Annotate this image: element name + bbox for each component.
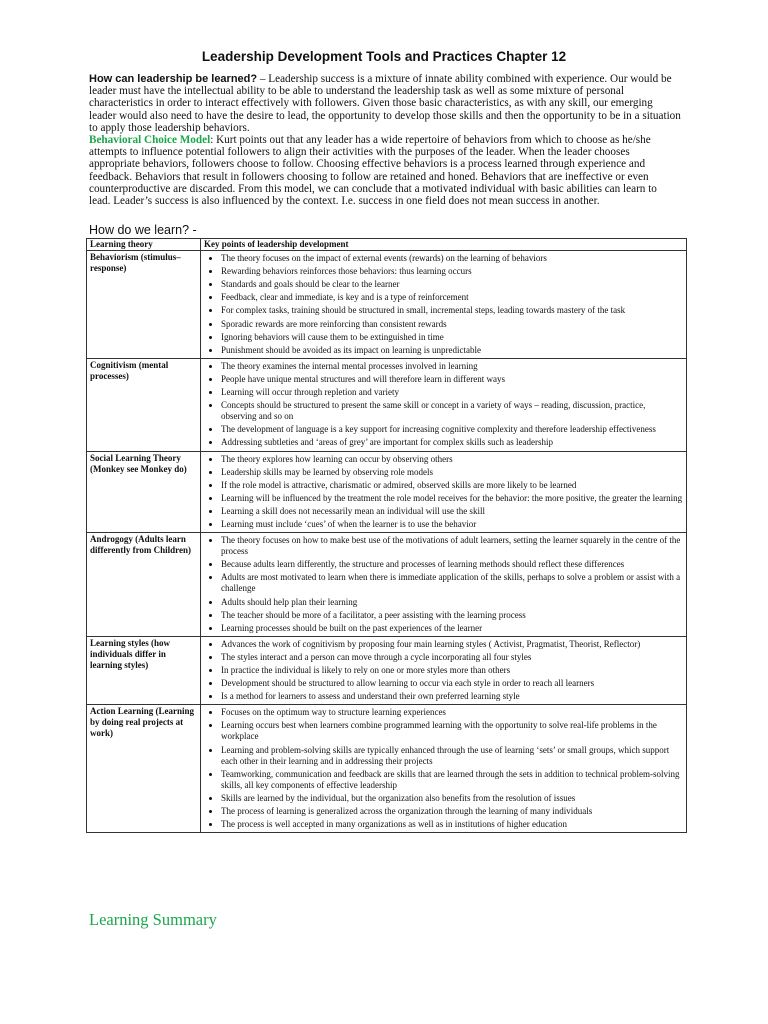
table-header-points: Key points of leadership development — [201, 239, 687, 251]
key-point-item: • Addressing subtleties and ‘areas of grey’ are important for complex skills such as leadership — [221, 436, 683, 449]
theory-name-cell: Androgogy (Adults learn differently from Children) — [87, 533, 201, 637]
key-point-item: • Rewarding behaviors reinforces those behaviors: thus learning occurs — [221, 265, 683, 278]
intro-paragraph — [89, 73, 681, 134]
key-point-item: • Development should be structured to allow learning to occur via each style in order to reach all learners — [221, 677, 683, 690]
key-point-item: • Advances the work of cognitivism by proposing four main learning styles ( Activist, Pragmatist, Theorist, Reflector) — [221, 638, 683, 651]
key-point-item: • In practice the individual is likely to rely on one or more styles more than others — [221, 664, 683, 677]
model-text: : Kurt points out that any leader has a wide repertoire of behaviors from which to choose as he/she attempts to influence potential followers to align their activities with the purposes of the leader. When the leader chooses appropriate behaviors, followers choose to follow. Choosing effective behaviors is a process learned through experience and feedback. Behaviors that result in followers choosing to follow are retained and honed. Behaviors that are ineffective or even counterproductive are discarded. From this model, we can conclude that a motivated individual with basic abilities can learn to lead. Leader’s success is also influenced by the context. I.e. success in one field does not mean success in another. — [89, 134, 657, 208]
key-point-item: • Learning must include ‘cues’ of when the learner is to use the behavior — [221, 518, 683, 531]
key-point-item: • Sporadic rewards are more reinforcing than consistent rewards — [221, 318, 683, 331]
key-point-item: • Skills are learned by the individual, but the organization also benefits from the resolution of issues — [221, 792, 683, 805]
intro-text: – Leadership success is a mixture of innate ability combined with experience. Our would be leader must have the intellectual ability to be able to understand the leadership task as well as some mixture of personal characteristics in order to interact effectively with followers. Given those basic characteristics, as with any skill, our emerging leader would also need to have the desire to lead, the opportunity to develop those skills and then the opportunity to be in a situation to apply those leadership behaviors. — [89, 73, 681, 134]
table-row — [87, 636, 687, 704]
intro-section — [89, 73, 681, 207]
table-body — [87, 251, 687, 833]
intro-question: How can leadership be learned? — [89, 73, 258, 85]
key-point-item: • Standards and goals should be clear to the learner — [221, 278, 683, 291]
model-paragraph — [89, 134, 681, 207]
key-points-cell — [201, 251, 687, 359]
key-point-item: • Is a method for learners to assess and understand their own preferred learning style — [221, 690, 683, 703]
key-point-item: • The development of language is a key support for increasing cognitive complexity and therefore leadership effectiveness — [221, 423, 683, 436]
key-point-item: • The theory explores how learning can occur by observing others — [221, 453, 683, 466]
key-point-item: • Learning will occur through repletion and variety — [221, 386, 683, 399]
theory-name-cell: Learning styles (how individuals differ in learning styles) — [87, 636, 201, 704]
key-point-item: • Punishment should be avoided as its impact on learning is unpredictable — [221, 344, 683, 357]
theory-name-cell: Action Learning (Learning by doing real projects at work) — [87, 705, 201, 833]
key-points-list — [204, 638, 683, 703]
key-points-list — [204, 706, 683, 831]
key-point-item: • The teacher should be more of a facilitator, a peer assisting with the learning process — [221, 609, 683, 622]
key-point-item: • The theory focuses on the impact of external events (rewards) on the learning of behaviors — [221, 252, 683, 265]
key-point-item: • For complex tasks, training should be structured in small, incremental steps, leading towards mastery of the task — [221, 304, 683, 317]
key-points-cell — [201, 705, 687, 833]
theory-name-cell: Cognitivism (mental processes) — [87, 358, 201, 451]
key-points-list — [204, 252, 683, 357]
key-point-item: • Because adults learn differently, the structure and processes of learning methods should reflect these differences — [221, 558, 683, 571]
key-point-item: • The process of learning is generalized across the organization through the learning of many individuals — [221, 805, 683, 818]
key-point-item: • If the role model is attractive, charismatic or admired, observed skills are more likely to be learned — [221, 479, 683, 492]
key-point-item: • People have unique mental structures and will therefore learn in different ways — [221, 373, 683, 386]
section-subheading: How do we learn? - — [89, 223, 197, 237]
key-point-item: • The theory examines the internal mental processes involved in learning — [221, 360, 683, 373]
theory-name-cell: Social Learning Theory (Monkey see Monkey do) — [87, 451, 201, 533]
key-point-item: • Adults are most motivated to learn when there is immediate application of the skills, perhaps to solve a problem or assist with a challenge — [221, 571, 683, 595]
key-points-cell — [201, 451, 687, 533]
table-row — [87, 451, 687, 533]
table-row — [87, 251, 687, 359]
key-point-item: • The theory focuses on how to make best use of the motivations of adult learners, setting the learner squarely in the centre of the process — [221, 534, 683, 558]
table-row — [87, 533, 687, 637]
key-point-item: • Teamworking, communication and feedback are skills that are learned through the sets in addition to technical problem-solving skills, all key components of effective leadership — [221, 768, 683, 792]
table-row — [87, 705, 687, 833]
key-point-item: • Concepts should be structured to present the same skill or concept in a variety of ways – reading, discussion, practice, observing and so on — [221, 399, 683, 423]
key-point-item: • Feedback, clear and immediate, is key and is a type of reinforcement — [221, 291, 683, 304]
key-points-cell — [201, 533, 687, 637]
table-row — [87, 358, 687, 451]
key-point-item: • Learning occurs best when learners combine programmed learning with the opportunity to solve real-life problems in the workplace — [221, 719, 683, 743]
key-points-list — [204, 453, 683, 532]
key-point-item: • Learning processes should be built on the past experiences of the learner — [221, 622, 683, 635]
key-point-item: • Learning will be influenced by the treatment the role model receives for the behavior: the more positive, the greater the learning — [221, 492, 683, 505]
theory-name-cell: Behaviorism (stimulus–response) — [87, 251, 201, 359]
learning-theories-table — [86, 238, 687, 833]
learning-summary-heading: Learning Summary — [89, 910, 217, 929]
key-point-item: • Ignoring behaviors will cause them to be extinguished in time — [221, 331, 683, 344]
key-point-item: • The styles interact and a person can move through a cycle incorporating all four styles — [221, 651, 683, 664]
key-point-item: • Adults should help plan their learning — [221, 596, 683, 609]
key-point-item: • Learning and problem-solving skills are typically enhanced through the use of learning ‘sets’ or small groups, which support each other in their learning and in addressing their projects — [221, 744, 683, 768]
key-point-item: • Focuses on the optimum way to structure learning experiences — [221, 706, 683, 719]
page-title: Leadership Development Tools and Practices Chapter 12 — [201, 49, 567, 64]
key-point-item: • Learning a skill does not necessarily mean an individual will use the skill — [221, 505, 683, 518]
table-header-theory: Learning theory — [87, 239, 201, 251]
key-points-cell — [201, 636, 687, 704]
key-points-cell — [201, 358, 687, 451]
key-points-list — [204, 360, 683, 450]
key-point-item: • Leadership skills may be learned by observing role models — [221, 466, 683, 479]
key-point-item: • The process is well accepted in many organizations as well as in institutions of higher education — [221, 818, 683, 831]
model-label: Behavioral Choice Model — [89, 134, 211, 147]
key-points-list — [204, 534, 683, 635]
table-header-row — [87, 239, 687, 251]
